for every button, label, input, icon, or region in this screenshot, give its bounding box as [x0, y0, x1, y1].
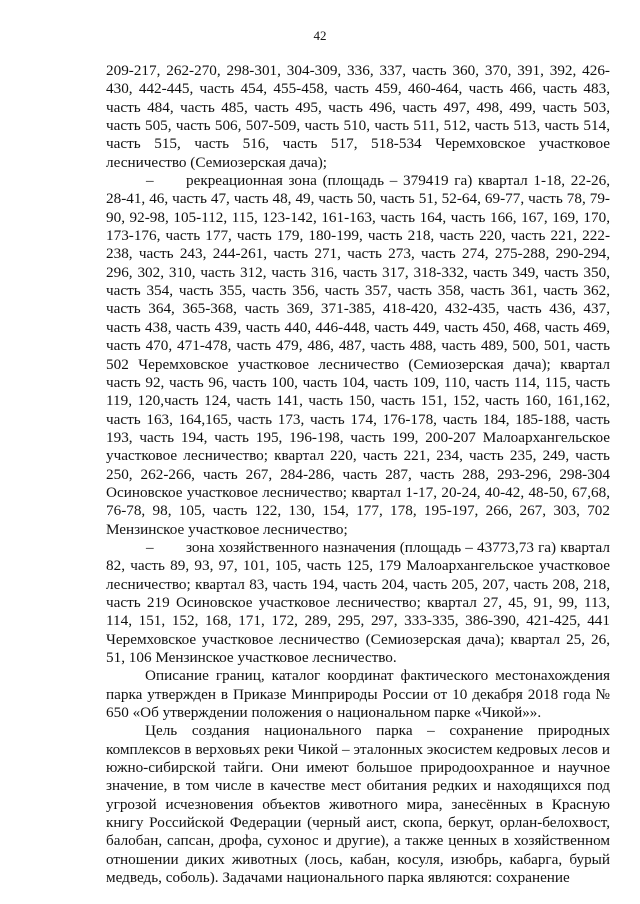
paragraph-text: 209-217, 262-270, 298-301, 304-309, 336, 337, часть 360, 370, 391, 392, 426-430, 442-445, часть 454, 455-458, часть 459, 460-464, часть 466, часть 483, часть 484, часть 485, часть 495, часть 496, часть 497, 498, 499, часть 503, часть 505, часть 506, 507-509, часть 510, часть 511, 512, часть 513, часть 514, часть 515, часть 516, часть 517, 518-534 Черемховское участковое лесничество (Семиозерская дача);	[106, 62, 610, 171]
paragraph-text: Цель создания национального парка – сохранение природных комплексов в верховьях реки Чикой – эталонных экосистем кедровых лесов и южно-сибирской тайги. Они имеют большое природоохранное и научное значение, в том числе в качестве мест обитания редких и находящихся под угрозой исчезновения объектов животного мира, занесённых в Красную книгу Российской Федерации (черный аист, скопа, беркут, орлан-белохвост, балобан, сапсан, дрофа, сухонос и другие), а также ценных в хозяйственном отношении диких животных (лось, кабан, косуля, изюбрь, кабарга, бурый медведь, соболь). Задачами национального парка являются: сохранение	[106, 722, 610, 887]
paragraph-continuation	[106, 62, 610, 172]
page-number: 42	[313, 28, 327, 43]
paragraph-boundaries	[106, 667, 610, 722]
paragraph-park-purpose	[106, 722, 610, 887]
dash-marker: –	[146, 538, 154, 556]
paragraph-text: зона хозяйственного назначения (площадь – 43773,73 га) квартал 82, часть 89, 93, 97, 101, 105, часть 125, 179 Малоархангельское участковое лесничество; квартал 83, часть 194, часть 204, часть 205, 207, часть 208, 218, часть 219 Осиновское участковое лесничество; квартал 27, 45, 91, 99, 113, 114, 151, 152, 168, 171, 172, 289, 295, 297, 333-335, 386-390, 421-425, 441 Черемховское участковое лесничество (Семиозерская дача); квартал 25, 26, 51, 106 Мензинское участковое лесничество.	[106, 538, 610, 666]
list-item-economic-zone	[106, 539, 610, 667]
document-body	[106, 62, 610, 887]
paragraph-text: Описание границ, каталог координат фактического местонахождения парка утвержден в Приказе Минприроды России от 10 декабря 2018 года № 650 «Об утверждении положения о национальном парке «Чикой»».	[106, 667, 610, 722]
dash-marker: –	[146, 172, 154, 190]
paragraph-text: рекреационная зона (площадь – 379419 га) квартал 1-18, 22-26, 28-41, 46, часть 47, часть 48, 49, часть 50, часть 51, 52-64, 69-77, часть 78, 79-90, 92-98, 105-112, 115, 123-142, 161-163, часть 164, часть 166, 167, 169, 170, 173-176, часть 177, часть 179, 180-199, часть 218, часть 220, часть 221, 222-238, часть 243, 244-261, часть 271, часть 273, часть 274, 275-288, 290-294, 296, 302, 310, часть 312, часть 316, часть 317, 318-332, часть 349, часть 350, часть 354, часть 355, часть 356, часть 357, часть 358, часть 361, часть 362, часть 364, 365-368, часть 369, 371-385, 418-420, 432-435, часть 436, 437, часть 438, часть 439, часть 440, 446-448, часть 449, часть 450, 468, часть 469, часть 470, 471-478, часть 479, 486, 487, часть 488, часть 489, 500, 501, часть 502 Черемховское участковое лесничество (Семиозерская дача); квартал часть 92, часть 96, часть 100, часть 104, часть 109, 110, часть 114, 115, часть 119, 120,часть 124, часть 141, часть 150, часть 151, 152, часть 160, 161,162, часть 163, 164,165, часть 173, часть 174, 176-178, часть 184, 185-188, часть 193, часть 194, часть 195, 196-198, часть 199, 200-207 Малоархангельское участковое лесничество; квартал 220, часть 221, 234, часть 235, 249, часть 250, 262-266, часть 267, 284-286, часть 287, часть 288, 293-296, 298-304 Осиновское участковое лесничество; квартал 1-17, 20-24, 40-42, 48-50, 67,68, 76-78, 98, 105, часть 122, 130, 154, 177, 178, 195-197, 266, 267, 303, 702 Мензинское участковое лесничество;	[106, 172, 610, 538]
list-item-recreational-zone	[106, 172, 610, 539]
